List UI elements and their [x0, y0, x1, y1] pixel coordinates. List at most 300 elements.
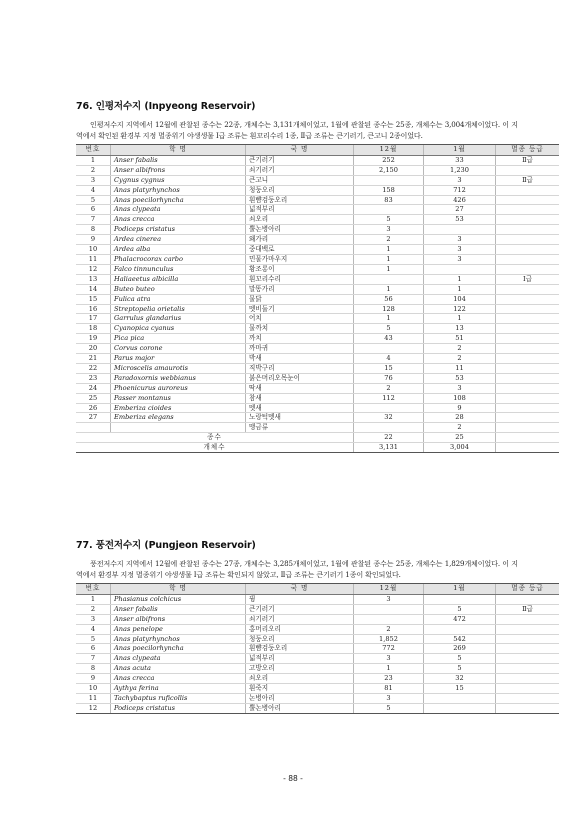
cell-korean-name: 큰기러기 [246, 604, 354, 614]
cell-december: 43 [354, 334, 424, 344]
cell-scientific-name: Anas platyrhynchos [111, 634, 246, 644]
cell-december: 5 [354, 324, 424, 334]
cell-december: 15 [354, 363, 424, 373]
cell-number: 25 [76, 393, 111, 403]
section-77-table [76, 583, 559, 713]
table-row [76, 344, 559, 354]
cell-january: 269 [424, 644, 496, 654]
cell-scientific-name: Anas crecca [111, 215, 246, 225]
cell-number: 27 [76, 413, 111, 423]
cell-number: 8 [76, 225, 111, 235]
cell-endangered-grade [496, 634, 560, 644]
cell-endangered-grade: Ⅱ급 [496, 175, 560, 185]
cell-endangered-grade [496, 383, 560, 393]
cell-scientific-name: Anser fabalis [111, 604, 246, 614]
table-row [76, 654, 559, 664]
cell-korean-name: 딱새 [246, 383, 354, 393]
cell-number: 1 [76, 594, 111, 604]
cell-scientific-name: Podiceps cristatus [111, 225, 246, 235]
cell-december: 1,852 [354, 634, 424, 644]
cell-number: 24 [76, 383, 111, 393]
cell-january: 2 [424, 354, 496, 364]
cell-scientific-name: Anser albifrons [111, 614, 246, 624]
cell-endangered-grade: Ⅱ급 [496, 604, 560, 614]
cell-endangered-grade [496, 344, 560, 354]
cell-january: 27 [424, 205, 496, 215]
cell-number: 18 [76, 324, 111, 334]
cell-december: 83 [354, 195, 424, 205]
table-row [76, 373, 559, 383]
cell-endangered-grade [496, 314, 560, 324]
cell-number [76, 423, 111, 433]
cell-endangered-grade [496, 245, 560, 255]
cell-number: 7 [76, 654, 111, 664]
cell-korean-name: 붉은머리오목눈이 [246, 373, 354, 383]
cell-december: 1 [354, 264, 424, 274]
table-row [76, 175, 559, 185]
table-row [76, 274, 559, 284]
cell-korean-name: 박새 [246, 354, 354, 364]
cell-scientific-name: Aythya ferina [111, 684, 246, 694]
summary-label: 종수 [76, 433, 354, 443]
cell-december: 3 [354, 693, 424, 703]
cell-endangered-grade [496, 284, 560, 294]
cell-endangered-grade [496, 614, 560, 624]
cell-number: 16 [76, 304, 111, 314]
cell-endangered-grade [496, 294, 560, 304]
cell-number: 2 [76, 604, 111, 614]
cell-scientific-name: Pica pica [111, 334, 246, 344]
table-row [76, 423, 559, 433]
cell-endangered-grade [496, 225, 560, 235]
cell-number: 9 [76, 674, 111, 684]
cell-endangered-grade [496, 205, 560, 215]
table-row [76, 664, 559, 674]
summary-empty [496, 433, 560, 443]
cell-korean-name: 황조롱이 [246, 264, 354, 274]
cell-number: 1 [76, 155, 111, 165]
cell-korean-name: 쇠오리 [246, 215, 354, 225]
cell-korean-name: 어치 [246, 314, 354, 324]
cell-december: 32 [354, 413, 424, 423]
cell-number: 3 [76, 614, 111, 624]
cell-korean-name: 쇠기러기 [246, 614, 354, 624]
cell-december: 23 [354, 674, 424, 684]
cell-number: 15 [76, 294, 111, 304]
cell-scientific-name: Anser albifrons [111, 165, 246, 175]
cell-korean-name: 멧새 [246, 403, 354, 413]
cell-scientific-name: Haliaeetus albicilla [111, 274, 246, 284]
cell-scientific-name: Anser fabalis [111, 155, 246, 165]
cell-korean-name: 참새 [246, 393, 354, 403]
summary-december: 3,131 [354, 443, 424, 453]
cell-korean-name: 물닭 [246, 294, 354, 304]
cell-december: 1 [354, 284, 424, 294]
cell-endangered-grade: Ⅰ급 [496, 274, 560, 284]
cell-endangered-grade [496, 624, 560, 634]
cell-number: 5 [76, 195, 111, 205]
cell-scientific-name: Emberiza elegans [111, 413, 246, 423]
cell-december: 1 [354, 254, 424, 264]
table-row [76, 354, 559, 364]
table-row [76, 594, 559, 604]
cell-december [354, 403, 424, 413]
table-header-row [76, 584, 559, 595]
cell-number: 13 [76, 274, 111, 284]
cell-january: 11 [424, 363, 496, 373]
summary-december: 22 [354, 433, 424, 443]
cell-january: 9 [424, 403, 496, 413]
cell-endangered-grade [496, 354, 560, 364]
cell-scientific-name: Anas poecilorhyncha [111, 195, 246, 205]
cell-scientific-name: Phasianus colchicus [111, 594, 246, 604]
cell-december: 3 [354, 225, 424, 235]
cell-korean-name: 흰꼬리수리 [246, 274, 354, 284]
cell-january: 3 [424, 175, 496, 185]
cell-scientific-name: Ardea cinerea [111, 235, 246, 245]
cell-korean-name: 멧비둘기 [246, 304, 354, 314]
cell-january: 1 [424, 274, 496, 284]
cell-number: 9 [76, 235, 111, 245]
cell-december: 76 [354, 373, 424, 383]
cell-number: 23 [76, 373, 111, 383]
cell-scientific-name: Streptopelia orietalis [111, 304, 246, 314]
cell-december: 2 [354, 624, 424, 634]
summary-label: 개체수 [76, 443, 354, 453]
cell-endangered-grade [496, 215, 560, 225]
cell-scientific-name: Fulica atra [111, 294, 246, 304]
summary-row [76, 433, 559, 443]
table-row [76, 165, 559, 175]
cell-number: 22 [76, 363, 111, 373]
cell-korean-name: 논병아리 [246, 693, 354, 703]
cell-endangered-grade [496, 373, 560, 383]
cell-number: 17 [76, 314, 111, 324]
cell-number: 6 [76, 205, 111, 215]
cell-endangered-grade [496, 644, 560, 654]
cell-scientific-name: Cygnus cygnus [111, 175, 246, 185]
cell-december: 1 [354, 245, 424, 255]
cell-january [424, 693, 496, 703]
cell-january: 3 [424, 245, 496, 255]
cell-december: 158 [354, 185, 424, 195]
cell-january: 712 [424, 185, 496, 195]
cell-endangered-grade [496, 403, 560, 413]
section-76 [76, 101, 544, 453]
table-row [76, 624, 559, 634]
cell-korean-name: 쇠오리 [246, 674, 354, 684]
cell-december [354, 344, 424, 354]
cell-korean-name: 중대백로 [246, 245, 354, 255]
table-row [76, 334, 559, 344]
cell-endangered-grade [496, 654, 560, 664]
header-korean-name: 국 명 [246, 584, 354, 595]
cell-scientific-name: Emberiza cioides [111, 403, 246, 413]
header-december: 12월 [354, 584, 424, 595]
header-scientific-name: 학 명 [111, 584, 246, 595]
cell-december: 2 [354, 235, 424, 245]
cell-december: 4 [354, 354, 424, 364]
cell-january: 542 [424, 634, 496, 644]
table-row [76, 324, 559, 334]
table-row [76, 634, 559, 644]
table-row [76, 393, 559, 403]
table-row [76, 413, 559, 423]
cell-january: 5 [424, 664, 496, 674]
cell-korean-name: 넓적부리 [246, 654, 354, 664]
section-77-title: 77. 풍전저수지 (Pungjeon Reservoir) [76, 540, 256, 551]
cell-january: 472 [424, 614, 496, 624]
cell-january [424, 624, 496, 634]
table-row [76, 225, 559, 235]
cell-endangered-grade [496, 594, 560, 604]
cell-december: 1 [354, 664, 424, 674]
table-row [76, 604, 559, 614]
cell-january: 13 [424, 324, 496, 334]
cell-january [424, 703, 496, 713]
cell-number: 11 [76, 693, 111, 703]
table-row [76, 294, 559, 304]
cell-number: 2 [76, 165, 111, 175]
cell-number: 10 [76, 245, 111, 255]
cell-scientific-name: Microscelis amaurotis [111, 363, 246, 373]
table-row [76, 185, 559, 195]
cell-korean-name: 말똥가리 [246, 284, 354, 294]
cell-january: 5 [424, 604, 496, 614]
cell-scientific-name [111, 423, 246, 433]
section-77-paragraph: 풍전저수지 지역에서 12월에 관찰된 종수는 27종, 개체수는 3,285개체이었고, 1월에 관찰된 종수는 25종, 개체수는 1,829개체이었다. 이 지역에서 환경부 지정 멸종위기 야생생물 Ⅰ급 조류는 확인되지 않았고, Ⅱ급 조류는 큰기러기 1종이 확인되었다. [76, 559, 518, 580]
header-january: 1월 [424, 145, 496, 156]
cell-january: 3 [424, 383, 496, 393]
cell-endangered-grade [496, 254, 560, 264]
cell-number: 7 [76, 215, 111, 225]
cell-number: 12 [76, 703, 111, 713]
cell-endangered-grade [496, 413, 560, 423]
cell-korean-name: 흰뺨검둥오리 [246, 195, 354, 205]
section-76-paragraph: 인평저수지 지역에서 12월에 관찰된 종수는 22종, 개체수는 3,131개체이었고, 1월에 관찰된 종수는 25종, 개체수는 3,004개체이었다. 이 지역에서 확인된 환경부 지정 멸종위기 야생생물 Ⅰ급 조류는 흰꼬리수리 1종, Ⅱ급 조류는 큰기러기, 큰고니 2종이었다. [76, 120, 518, 141]
cell-scientific-name: Anas crecca [111, 674, 246, 684]
cell-korean-name: 직박구리 [246, 363, 354, 373]
cell-january: 5 [424, 654, 496, 664]
cell-korean-name: 왜가리 [246, 235, 354, 245]
table-row [76, 205, 559, 215]
cell-endangered-grade [496, 334, 560, 344]
cell-january [424, 264, 496, 274]
cell-scientific-name: Passer montanus [111, 393, 246, 403]
cell-korean-name: 까치 [246, 334, 354, 344]
header-endangered-grade: 멸종 등급 [496, 584, 560, 595]
cell-january: 108 [424, 393, 496, 403]
cell-endangered-grade [496, 185, 560, 195]
cell-january: 3 [424, 254, 496, 264]
cell-january: 53 [424, 215, 496, 225]
cell-korean-name: 흰뺨검둥오리 [246, 644, 354, 654]
cell-december: 128 [354, 304, 424, 314]
cell-scientific-name: Tachybaptus ruficollis [111, 693, 246, 703]
table-row [76, 314, 559, 324]
table-row [76, 195, 559, 205]
cell-number: 10 [76, 684, 111, 694]
table-row [76, 245, 559, 255]
cell-january: 33 [424, 155, 496, 165]
page-number: - 88 - [283, 774, 303, 783]
cell-scientific-name: Parus major [111, 354, 246, 364]
cell-january: 426 [424, 195, 496, 205]
table-row [76, 284, 559, 294]
summary-january: 3,004 [424, 443, 496, 453]
cell-korean-name: 까마귀 [246, 344, 354, 354]
cell-korean-name: 물까치 [246, 324, 354, 334]
cell-korean-name: 홍머리오리 [246, 624, 354, 634]
cell-number: 19 [76, 334, 111, 344]
header-endangered-grade: 멸종 등급 [496, 145, 560, 156]
cell-endangered-grade [496, 674, 560, 684]
cell-endangered-grade [496, 304, 560, 314]
summary-row [76, 443, 559, 453]
table-row [76, 403, 559, 413]
cell-december: 2,150 [354, 165, 424, 175]
table-row [76, 614, 559, 624]
cell-scientific-name: Buteo buteo [111, 284, 246, 294]
cell-korean-name: 큰기러기 [246, 155, 354, 165]
section-77 [76, 540, 544, 714]
cell-scientific-name: Anas poecilorhyncha [111, 644, 246, 654]
table-row [76, 304, 559, 314]
cell-december: 1 [354, 314, 424, 324]
cell-endangered-grade [496, 195, 560, 205]
cell-number: 4 [76, 185, 111, 195]
cell-december: 5 [354, 703, 424, 713]
cell-scientific-name: Corvus corone [111, 344, 246, 354]
cell-endangered-grade [496, 423, 560, 433]
cell-january: 3 [424, 235, 496, 245]
cell-december [354, 614, 424, 624]
cell-korean-name: 뿔논병아리 [246, 225, 354, 235]
cell-number: 6 [76, 644, 111, 654]
cell-scientific-name: Anas clypeata [111, 205, 246, 215]
cell-scientific-name: Phoenicurus auroreus [111, 383, 246, 393]
header-number: 번호 [76, 145, 111, 156]
cell-endangered-grade [496, 693, 560, 703]
cell-endangered-grade [496, 684, 560, 694]
cell-december: 252 [354, 155, 424, 165]
cell-number: 8 [76, 664, 111, 674]
cell-december [354, 274, 424, 284]
cell-scientific-name: Ardea alba [111, 245, 246, 255]
summary-empty [496, 443, 560, 453]
header-january: 1월 [424, 584, 496, 595]
cell-korean-name: 흰죽지 [246, 684, 354, 694]
cell-korean-name: 넓적부리 [246, 205, 354, 215]
cell-scientific-name: Anas clypeata [111, 654, 246, 664]
cell-scientific-name: Phalacrocorax carbo [111, 254, 246, 264]
cell-number: 3 [76, 175, 111, 185]
cell-korean-name: 청둥오리 [246, 634, 354, 644]
cell-number: 5 [76, 634, 111, 644]
cell-korean-name: 민물가마우지 [246, 254, 354, 264]
table-row [76, 693, 559, 703]
cell-number: 11 [76, 254, 111, 264]
cell-december: 2 [354, 383, 424, 393]
cell-january: 53 [424, 373, 496, 383]
cell-endangered-grade [496, 664, 560, 674]
cell-december: 3 [354, 654, 424, 664]
cell-korean-name: 쇠기러기 [246, 165, 354, 175]
table-row [76, 684, 559, 694]
cell-endangered-grade [496, 235, 560, 245]
cell-scientific-name: Anas penelope [111, 624, 246, 634]
cell-korean-name: 뿔논병아리 [246, 703, 354, 713]
cell-number: 12 [76, 264, 111, 274]
cell-number: 21 [76, 354, 111, 364]
cell-january: 1,230 [424, 165, 496, 175]
cell-korean-name: 꿩 [246, 594, 354, 604]
cell-number: 4 [76, 624, 111, 634]
cell-december: 81 [354, 684, 424, 694]
cell-january: 104 [424, 294, 496, 304]
cell-january: 1 [424, 314, 496, 324]
table-row [76, 363, 559, 373]
header-korean-name: 국 명 [246, 145, 354, 156]
cell-december [354, 423, 424, 433]
cell-korean-name: 큰고니 [246, 175, 354, 185]
cell-january: 15 [424, 684, 496, 694]
cell-korean-name: 청둥오리 [246, 185, 354, 195]
cell-january [424, 594, 496, 604]
cell-number: 20 [76, 344, 111, 354]
table-header-row [76, 145, 559, 156]
summary-january: 25 [424, 433, 496, 443]
cell-january: 28 [424, 413, 496, 423]
table-row [76, 383, 559, 393]
table-row [76, 155, 559, 165]
cell-korean-name: 노랑턱멧새 [246, 413, 354, 423]
cell-january [424, 225, 496, 235]
cell-december: 5 [354, 215, 424, 225]
header-december: 12월 [354, 145, 424, 156]
cell-january: 32 [424, 674, 496, 684]
cell-endangered-grade [496, 324, 560, 334]
cell-january: 2 [424, 423, 496, 433]
table-row [76, 215, 559, 225]
cell-december [354, 175, 424, 185]
section-76-table-body [76, 155, 559, 452]
cell-january: 51 [424, 334, 496, 344]
cell-scientific-name: Podiceps cristatus [111, 703, 246, 713]
cell-endangered-grade [496, 393, 560, 403]
table-row [76, 235, 559, 245]
cell-endangered-grade [496, 264, 560, 274]
table-row [76, 254, 559, 264]
cell-december: 112 [354, 393, 424, 403]
section-76-title: 76. 인평저수지 (Inpyeong Reservoir) [76, 101, 256, 112]
cell-january: 122 [424, 304, 496, 314]
cell-january: 2 [424, 344, 496, 354]
table-row [76, 674, 559, 684]
cell-scientific-name: Anas platyrhynchos [111, 185, 246, 195]
cell-endangered-grade [496, 363, 560, 373]
cell-january: 1 [424, 284, 496, 294]
cell-endangered-grade [496, 165, 560, 175]
table-row [76, 264, 559, 274]
cell-scientific-name: Falco tinnunculus [111, 264, 246, 274]
section-76-table [76, 144, 559, 453]
cell-december [354, 205, 424, 215]
cell-scientific-name: Garrulus glandarius [111, 314, 246, 324]
cell-number: 26 [76, 403, 111, 413]
header-scientific-name: 학 명 [111, 145, 246, 156]
cell-scientific-name: Anas acuta [111, 664, 246, 674]
